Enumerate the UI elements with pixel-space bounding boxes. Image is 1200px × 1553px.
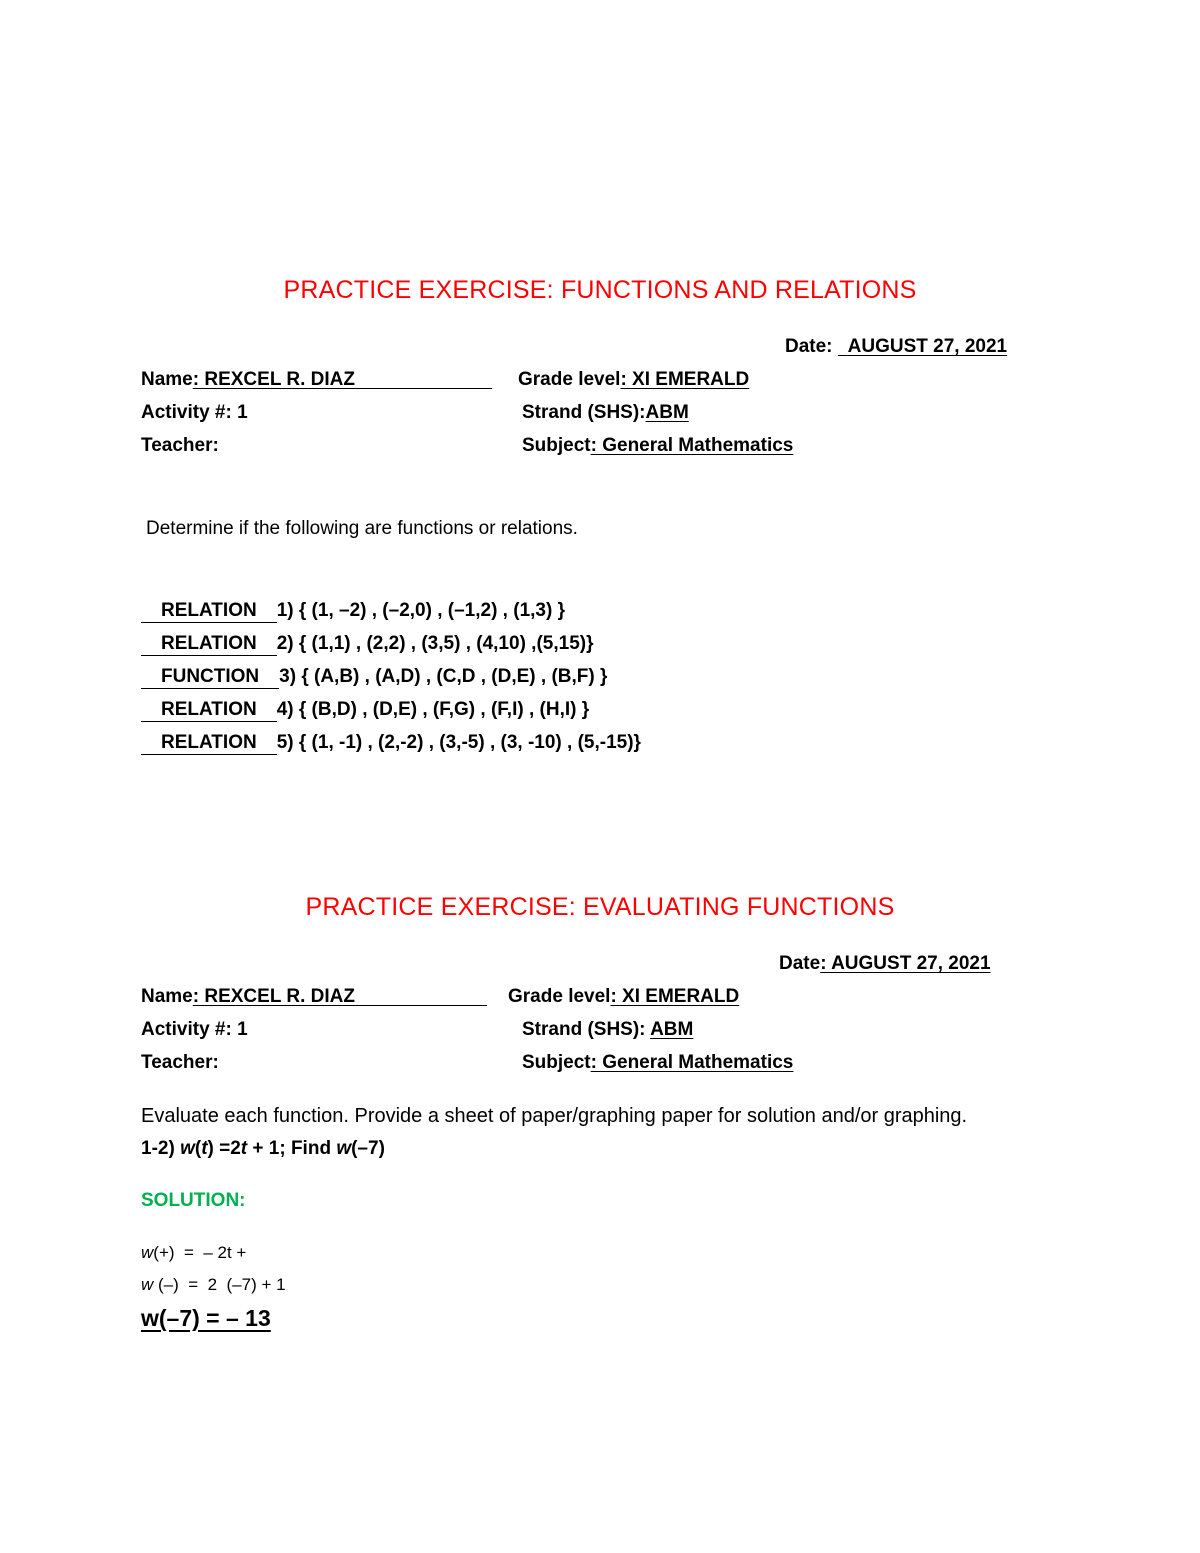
date-label: Date:: [785, 336, 833, 357]
name-value: : REXCEL R. DIAZ: [192, 369, 355, 390]
section2-strand: [522, 1019, 693, 1041]
strand-label: Strand (SHS):: [522, 1019, 651, 1040]
strand-label: Strand (SHS):: [522, 402, 646, 423]
answer-blank: RELATION: [141, 699, 277, 722]
section2-grade: [508, 986, 739, 1008]
name-value: : REXCEL R. DIAZ: [192, 986, 355, 1007]
name-label: Name: [141, 369, 193, 390]
section1-name: [141, 369, 492, 391]
subject-value: : General Mathematics: [590, 1052, 794, 1073]
section1-subject: [522, 435, 793, 457]
list-item: [141, 732, 641, 755]
answer-blank: RELATION: [141, 732, 277, 755]
date-value: : AUGUST 27, 2021: [820, 953, 991, 974]
answer-blank: RELATION: [141, 633, 277, 656]
solution-step-1: w(+) = – 2t +: [141, 1243, 247, 1262]
section2-date: [779, 953, 991, 975]
strand-value: ABM: [650, 1019, 694, 1040]
section1-date: [785, 336, 1007, 358]
item-text: 3) { (A,B) , (A,D) , (C,D , (D,E) , (B,F) }: [279, 666, 608, 687]
solution-label: SOLUTION:: [141, 1190, 246, 1211]
answer-blank: RELATION: [141, 600, 277, 623]
section1-instruction: Determine if the following are functions or relations.: [146, 518, 578, 539]
item-text: 1) { (1, –2) , (–2,0) , (–1,2) , (1,3) }: [276, 600, 565, 621]
section1-teacher: Teacher:: [141, 435, 219, 456]
item-text: 5) { (1, -1) , (2,-2) , (3,-5) , (3, -10) , (5,-15)}: [276, 732, 641, 753]
list-item: [141, 633, 593, 656]
strand-value: ABM: [645, 402, 689, 423]
section2-instruction: Evaluate each function. Provide a sheet of paper/graphing paper for solution and/or graphing.: [141, 1105, 968, 1127]
grade-label: Grade level: [518, 369, 621, 390]
section2-name: [141, 986, 487, 1008]
subject-label: Subject: [522, 1052, 591, 1073]
solution-step-2: w (–) = 2 (–7) + 1: [141, 1275, 286, 1294]
date-value: AUGUST 27, 2021: [847, 336, 1008, 357]
section2-title: PRACTICE EXERCISE: EVALUATING FUNCTIONS: [305, 893, 895, 921]
grade-value: : XI EMERALD: [620, 369, 750, 390]
section1-grade: [518, 369, 749, 391]
answer-blank: FUNCTION: [141, 666, 279, 689]
item-text: 4) { (B,D) , (D,E) , (F,G) , (F,I) , (H,I) }: [276, 699, 590, 720]
section2-subject: [522, 1052, 793, 1074]
section1-strand: [522, 402, 689, 424]
section2-teacher: Teacher:: [141, 1052, 219, 1073]
item-text: 2) { (1,1) , (2,2) , (3,5) , (4,10) ,(5,15)}: [276, 633, 594, 654]
grade-value: : XI EMERALD: [610, 986, 740, 1007]
list-item: [141, 600, 565, 623]
date-label: Date: [779, 953, 821, 974]
problem-statement: 1-2) w(t) =2t + 1; Find w(–7): [141, 1138, 385, 1159]
grade-label: Grade level: [508, 986, 611, 1007]
section1-title: PRACTICE EXERCISE: FUNCTIONS AND RELATIONS: [283, 276, 917, 304]
final-answer: w(–7) = – 13: [141, 1305, 271, 1331]
name-label: Name: [141, 986, 193, 1007]
list-item: [141, 666, 607, 689]
section2-activity: Activity #: 1: [141, 1019, 248, 1040]
subject-value: : General Mathematics: [590, 435, 794, 456]
list-item: [141, 699, 589, 722]
section1-activity: Activity #: 1: [141, 402, 248, 423]
subject-label: Subject: [522, 435, 591, 456]
